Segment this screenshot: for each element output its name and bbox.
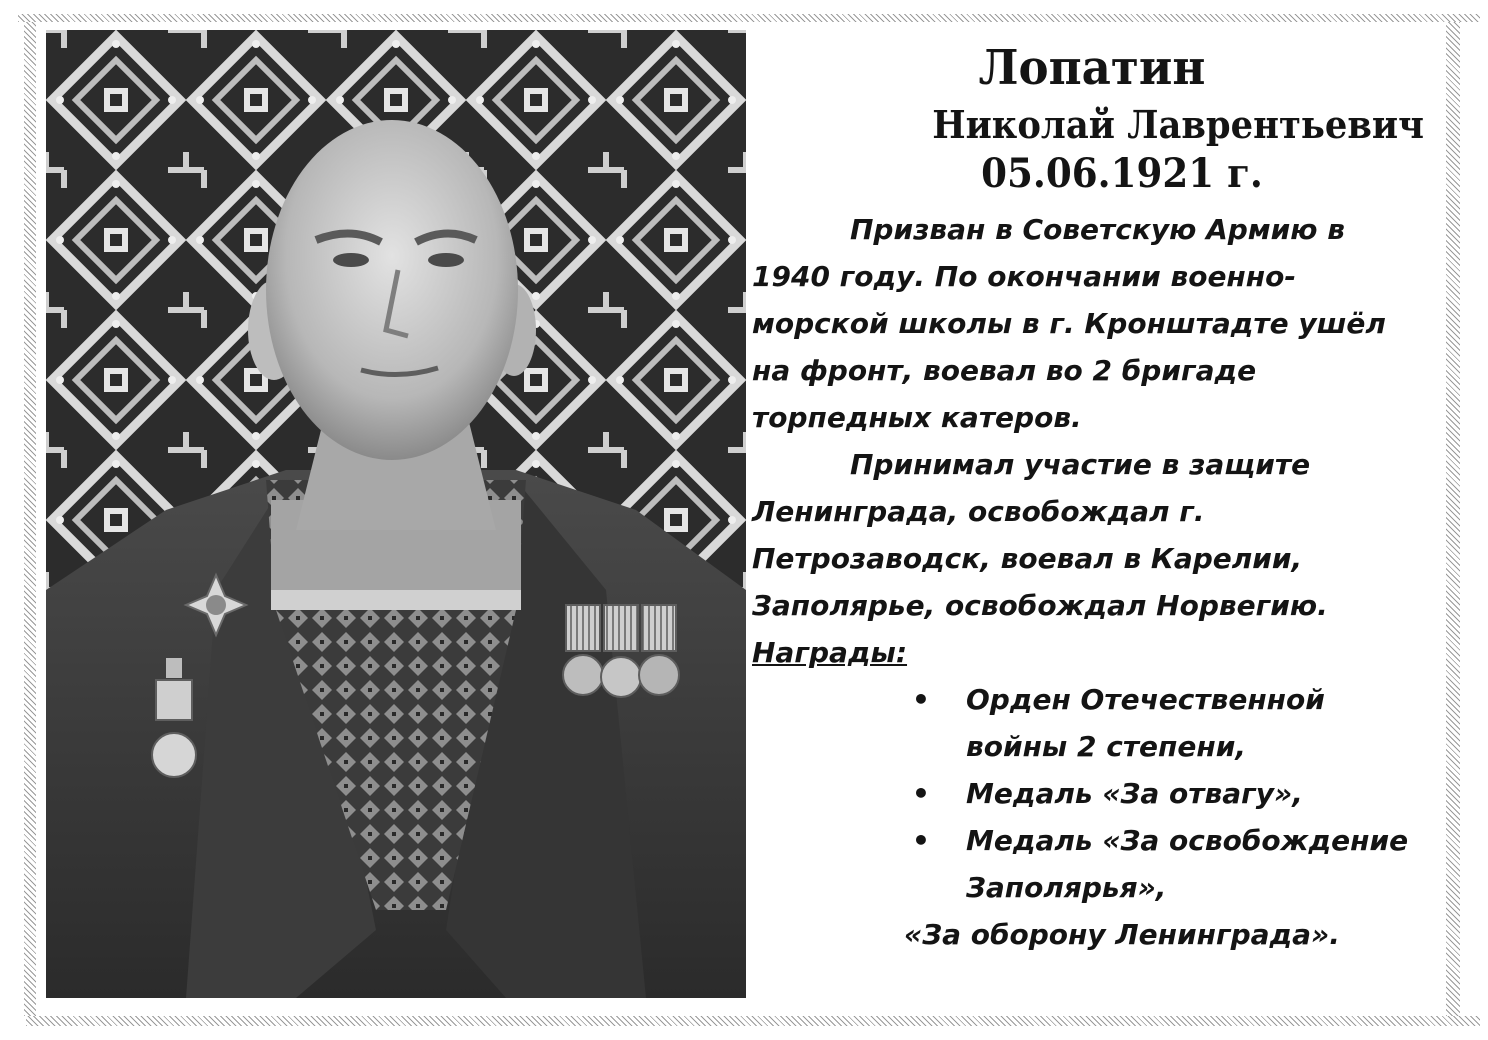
award-item: • Медаль «За освобождение Заполярья», [752, 817, 1432, 911]
awards-title: Награды: [752, 636, 908, 669]
award-item: • Медаль «За отвагу», [752, 770, 1432, 817]
frame-left [24, 22, 36, 1016]
given-names: Николай Лаврентьевич [932, 102, 1424, 147]
biography [752, 206, 1432, 676]
surname: Лопатин [978, 40, 1206, 96]
birth-date: 05.06.1921 г. [981, 150, 1263, 197]
bio-column [752, 40, 1432, 958]
frame-bottom [26, 1016, 1480, 1026]
portrait-illustration [46, 30, 746, 998]
award-continuation: «За оборону Ленинграда». [904, 918, 1340, 951]
awards-list [752, 676, 1432, 911]
frame-top [18, 14, 1480, 22]
portrait-photo [46, 30, 746, 998]
award-item: • Орден Отечественной войны 2 степени, [752, 676, 1432, 770]
frame-right [1446, 22, 1460, 1016]
biography-paragraph: Принимал участие в защите Ленинграда, освобождал г. Петрозаводск, воевал в Карелии, Заполярье, освобождал Норвегию. [752, 448, 1328, 622]
biography-paragraph: Призван в Советскую Армию в 1940 году. По окончании военно-морской школы в г. Кронштадте ушёл на фронт, воевал во 2 бригаде торпедных катеров. [752, 213, 1386, 434]
